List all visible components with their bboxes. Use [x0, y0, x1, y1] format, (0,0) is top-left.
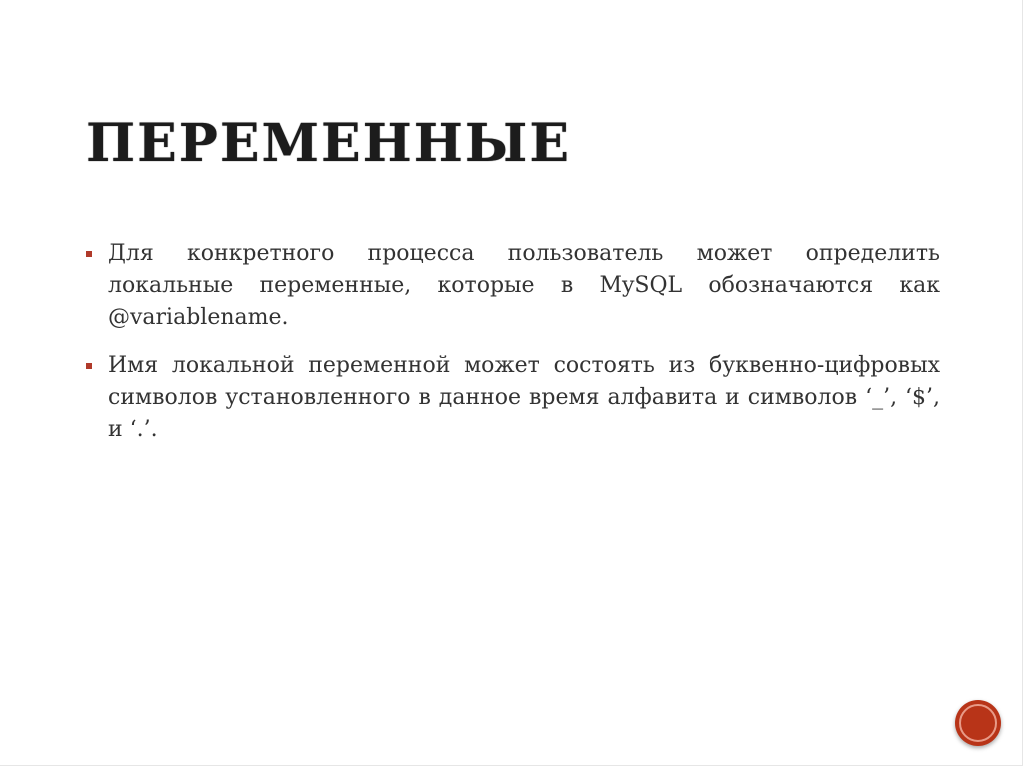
bullet-text: Имя локальной переменной может состоять из буквенно-цифровых символов установленного в данное время алфавита и символов ‘_’, ‘$’, и ‘.’.	[108, 353, 940, 442]
square-bullet-icon	[86, 363, 92, 369]
bullet-item	[86, 350, 940, 446]
bullet-item	[86, 238, 940, 334]
page-number-badge-icon	[955, 700, 1001, 746]
bullet-list	[86, 238, 940, 462]
square-bullet-icon	[86, 251, 92, 257]
bullet-text: Для конкретного процесса пользователь может определить локальные переменные, которые в MySQL обозначаются как @variablename.	[108, 241, 940, 330]
slide-title: ПЕРЕМЕННЫЕ	[86, 113, 572, 174]
